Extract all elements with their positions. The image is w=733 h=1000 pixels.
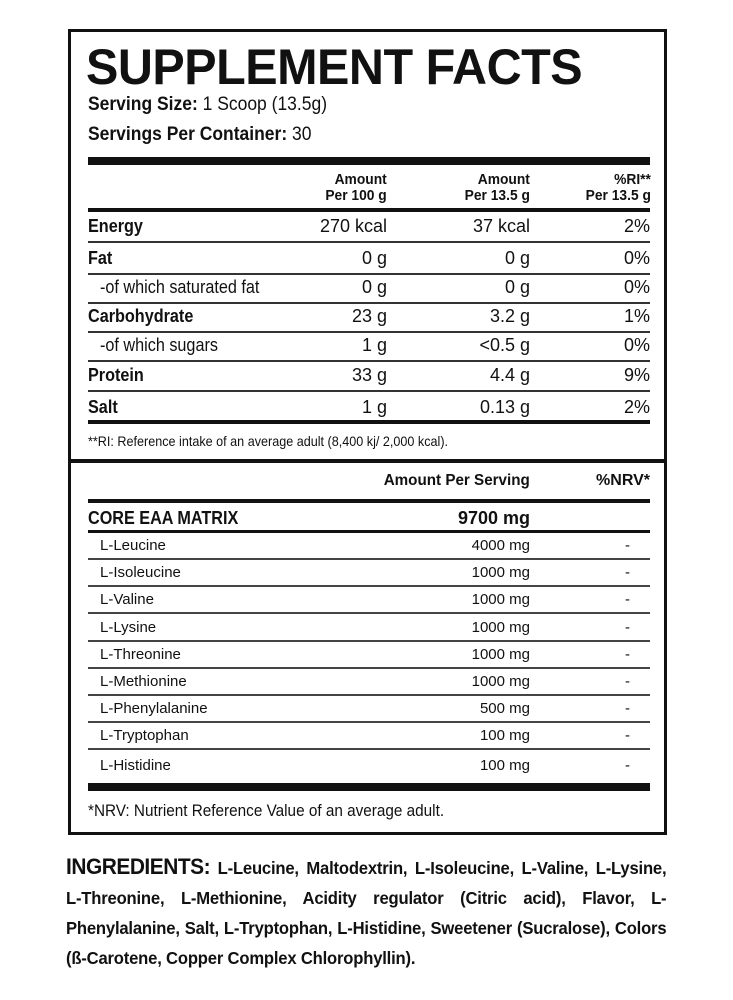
thick-rule <box>88 157 650 165</box>
cell-nrv: - <box>625 673 630 690</box>
cell-amount: 1000 mg <box>471 645 530 663</box>
cell-nrv: - <box>625 537 630 554</box>
cell-amount: 1000 mg <box>471 618 530 636</box>
nrv-footnote: *NRV: Nutrient Reference Value of an average adult. <box>88 801 445 820</box>
header-rule <box>88 499 650 503</box>
ri-footnote: **RI: Reference intake of an average adult (8,400 kj/ 2,000 kcal). <box>88 433 449 449</box>
thick-rule <box>88 783 650 791</box>
eaa-row <box>88 723 650 750</box>
cell-name: Carbohydrate <box>88 306 194 326</box>
eaa-row <box>88 560 650 587</box>
eaa-row <box>88 615 650 642</box>
cell-per100: 1 g <box>361 335 387 355</box>
cell-name: Protein <box>88 365 144 385</box>
cell-name: Fat <box>88 248 113 268</box>
cell-amount: 4000 mg <box>471 537 530 554</box>
cell-per100: 270 kcal <box>319 216 387 236</box>
cell-ri: 2% <box>623 216 650 236</box>
serving-size: Serving Size: 1 Scoop (13.5g) <box>88 94 328 115</box>
eaa-row <box>88 533 650 560</box>
nutrition-row <box>88 212 650 243</box>
cell-ri: 0% <box>623 277 650 297</box>
cell-nrv: - <box>625 700 630 718</box>
cell-amount: 1000 mg <box>471 564 530 582</box>
cell-ri: 2% <box>623 397 650 417</box>
cell-perServing: 37 kcal <box>472 216 530 236</box>
cell-nrv: - <box>625 727 630 745</box>
header-per-serving: Amount Per 13.5 g <box>464 171 530 204</box>
cell-per100: 33 g <box>351 365 387 385</box>
cell-name: L-Tryptophan <box>100 727 189 745</box>
cell-nrv: - <box>625 645 630 663</box>
cell-perServing: 0 g <box>504 248 530 268</box>
cell-nrv: - <box>625 564 630 582</box>
cell-amount: 500 mg <box>479 700 530 718</box>
nutrition-row <box>88 333 650 362</box>
eaa-row <box>88 696 650 723</box>
cell-per100: 0 g <box>361 248 387 268</box>
cell-name: L-Leucine <box>100 537 166 554</box>
nutrition-row <box>88 362 650 392</box>
cell-per100: 23 g <box>351 306 387 326</box>
cell-name: L-Methionine <box>100 673 187 690</box>
header-per-100g: Amount Per 100 g <box>325 171 387 204</box>
nutrition-row <box>88 275 650 304</box>
cell-amount: 1000 mg <box>471 673 530 690</box>
ingredients-label: INGREDIENTS: <box>66 854 211 879</box>
header-ri: %RI** Per 13.5 g <box>585 171 651 204</box>
cell-nrv: - <box>625 756 630 774</box>
cell-perServing: 3.2 g <box>489 306 530 326</box>
cell-amount: 100 mg <box>479 756 530 774</box>
cell-ri: 1% <box>623 306 650 326</box>
cell-name: -of which saturated fat <box>100 277 260 297</box>
cell-name: Energy <box>88 216 143 236</box>
nutrition-row <box>88 304 650 333</box>
cell-nrv: - <box>625 591 630 609</box>
eaa-row <box>88 751 650 778</box>
matrix-name: CORE EAA MATRIX <box>88 508 239 528</box>
cell-name: L-Valine <box>100 591 154 609</box>
cell-name: Salt <box>88 397 118 417</box>
cell-ri: 9% <box>623 365 650 385</box>
cell-name: L-Histidine <box>100 756 171 774</box>
eaa-row <box>88 669 650 696</box>
header-amount-per-serving: Amount Per Serving <box>383 472 530 489</box>
cell-perServing: 4.4 g <box>489 365 530 385</box>
nutrition-row <box>88 392 650 422</box>
cell-name: L-Phenylalanine <box>100 700 208 718</box>
servings-per-container: Servings Per Container: 30 <box>88 124 312 145</box>
cell-nrv: - <box>625 618 630 636</box>
cell-name: L-Threonine <box>100 645 181 663</box>
cell-perServing: <0.5 g <box>479 335 530 355</box>
cell-per100: 0 g <box>361 277 387 297</box>
eaa-row <box>88 587 650 614</box>
cell-perServing: 0.13 g <box>479 397 530 417</box>
cell-name: L-Isoleucine <box>100 564 181 582</box>
cell-per100: 1 g <box>361 397 387 417</box>
page-title: SUPPLEMENT FACTS <box>86 39 583 95</box>
cell-amount: 100 mg <box>479 727 530 745</box>
section-divider <box>68 459 667 463</box>
cell-ri: 0% <box>623 248 650 268</box>
cell-name: L-Lysine <box>100 618 157 636</box>
cell-name: -of which sugars <box>100 335 218 355</box>
nutrition-row <box>88 243 650 275</box>
matrix-amount: 9700 mg <box>457 508 530 528</box>
cell-perServing: 0 g <box>504 277 530 297</box>
ingredients <box>66 852 666 973</box>
cell-amount: 1000 mg <box>471 591 530 609</box>
header-nrv: %NRV* <box>596 472 650 489</box>
cell-ri: 0% <box>623 335 650 355</box>
ingredients-text: L-Leucine, Maltodextrin, L-Isoleucine, L-Valine, L-Lysine, L-Threonine, L-Methionine, Acidity regulator (Citric acid), Flavor, L-Phenylalanine, Salt, L-Tryptophan, L-Histidine, Sweetener (Sucralose), Colors (ß-Carotene, Copper Complex Chlorophyllin). <box>66 858 667 968</box>
eaa-row <box>88 642 650 669</box>
thick-rule <box>88 420 650 424</box>
